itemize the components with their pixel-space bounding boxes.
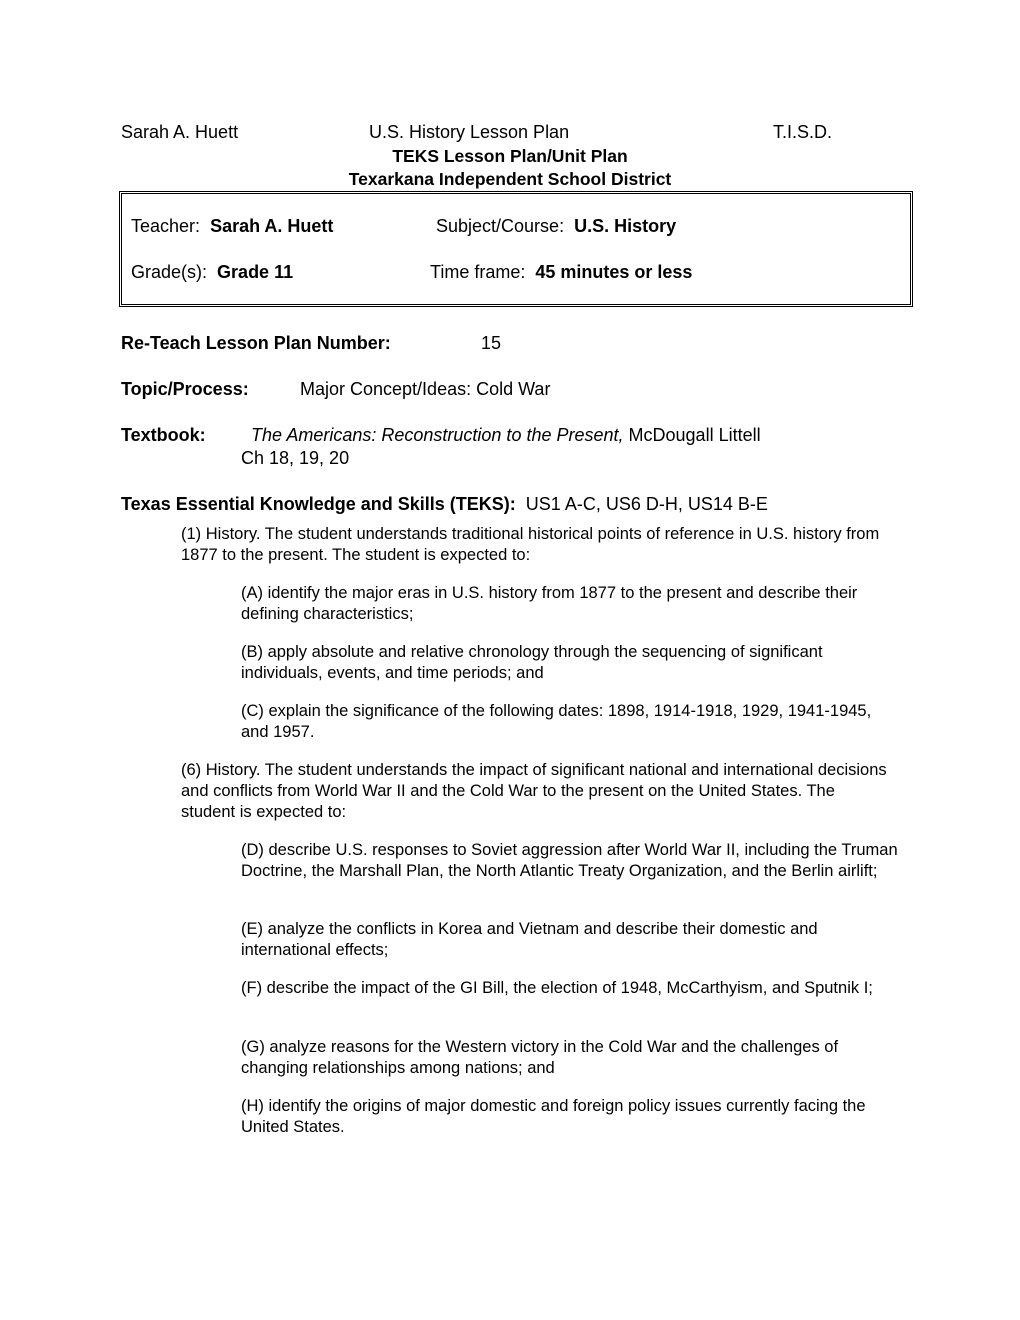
topic-value: Major Concept/Ideas: Cold War [300, 379, 551, 399]
textbook-chapters: Ch 18, 19, 20 [241, 448, 350, 468]
teacher-value: Sarah A. Huett [210, 216, 334, 236]
teacher-label: Teacher: [131, 216, 201, 236]
teks-item-6d: (D) describe U.S. responses to Soviet aggression after World War II, including the Truman Doctrine, the Marshall Plan, the North Atlantic Treaty Organization, and the Berlin airlift; [241, 841, 898, 880]
subtitle-district: Texarkana Independent School District [348, 169, 672, 189]
grade-value: Grade 11 [217, 262, 294, 282]
grade-field [131, 262, 293, 283]
subject-field [436, 216, 676, 237]
teacher-field [131, 216, 333, 237]
textbook-title: The Americans: Reconstruction to the Present, [251, 425, 624, 445]
teks-item-6f: (F) describe the impact of the GI Bill, the election of 1948, McCarthyism, and Sputnik I; [241, 979, 873, 997]
subtitle-teks-plan: TEKS Lesson Plan/Unit Plan [392, 146, 628, 166]
teacher-info-box [119, 191, 913, 307]
subject-label: Subject/Course: [436, 216, 565, 236]
time-label: Time frame: [430, 262, 526, 282]
teks-item-6h: (H) identify the origins of major domestic and foreign policy issues currently facing the United States. [241, 1097, 866, 1136]
teks-section-6: (6) History. The student understands the impact of significant national and international decisions and conflicts from World War II and the Cold War to the present on the United States. The student is expected to: [181, 761, 887, 821]
subject-value: U.S. History [574, 216, 677, 236]
textbook-label: Textbook: [121, 425, 206, 445]
teks-item-1a: (A) identify the major eras in U.S. history from 1877 to the present and describe their defining characteristics; [241, 584, 858, 623]
teks-heading [121, 494, 768, 515]
header-doc-title: U.S. History Lesson Plan [369, 122, 570, 142]
time-value: 45 minutes or less [535, 262, 693, 282]
teks-section-1: (1) History. The student understands traditional historical points of reference in U.S. history from 1877 to the present. The student is expected to: [181, 525, 880, 564]
header-district-abbr: T.I.S.D. [773, 122, 833, 142]
topic-label: Topic/Process: [121, 379, 249, 399]
teks-codes: US1 A-C, US6 D-H, US14 B-E [525, 494, 768, 514]
teks-item-6e: (E) analyze the conflicts in Korea and Vietnam and describe their domestic and international effects; [241, 920, 818, 959]
textbook-publisher: McDougall Littell [628, 425, 761, 445]
reteach-label: Re-Teach Lesson Plan Number: [121, 333, 391, 353]
teks-label: Texas Essential Knowledge and Skills (TEKS): [121, 494, 516, 514]
textbook-citation [251, 425, 761, 446]
grade-label: Grade(s): [131, 262, 208, 282]
teks-item-1c: (C) explain the significance of the following dates: 1898, 1914-1918, 1929, 1941-1945, and 1957. [241, 702, 872, 741]
teks-item-6g: (G) analyze reasons for the Western victory in the Cold War and the challenges of changing relationships among nations; and [241, 1038, 839, 1077]
teks-item-1b: (B) apply absolute and relative chronology through the sequencing of significant individuals, events, and time periods; and [241, 643, 823, 682]
reteach-value: 15 [481, 333, 502, 353]
time-field [430, 262, 692, 283]
header-author: Sarah A. Huett [121, 122, 239, 142]
